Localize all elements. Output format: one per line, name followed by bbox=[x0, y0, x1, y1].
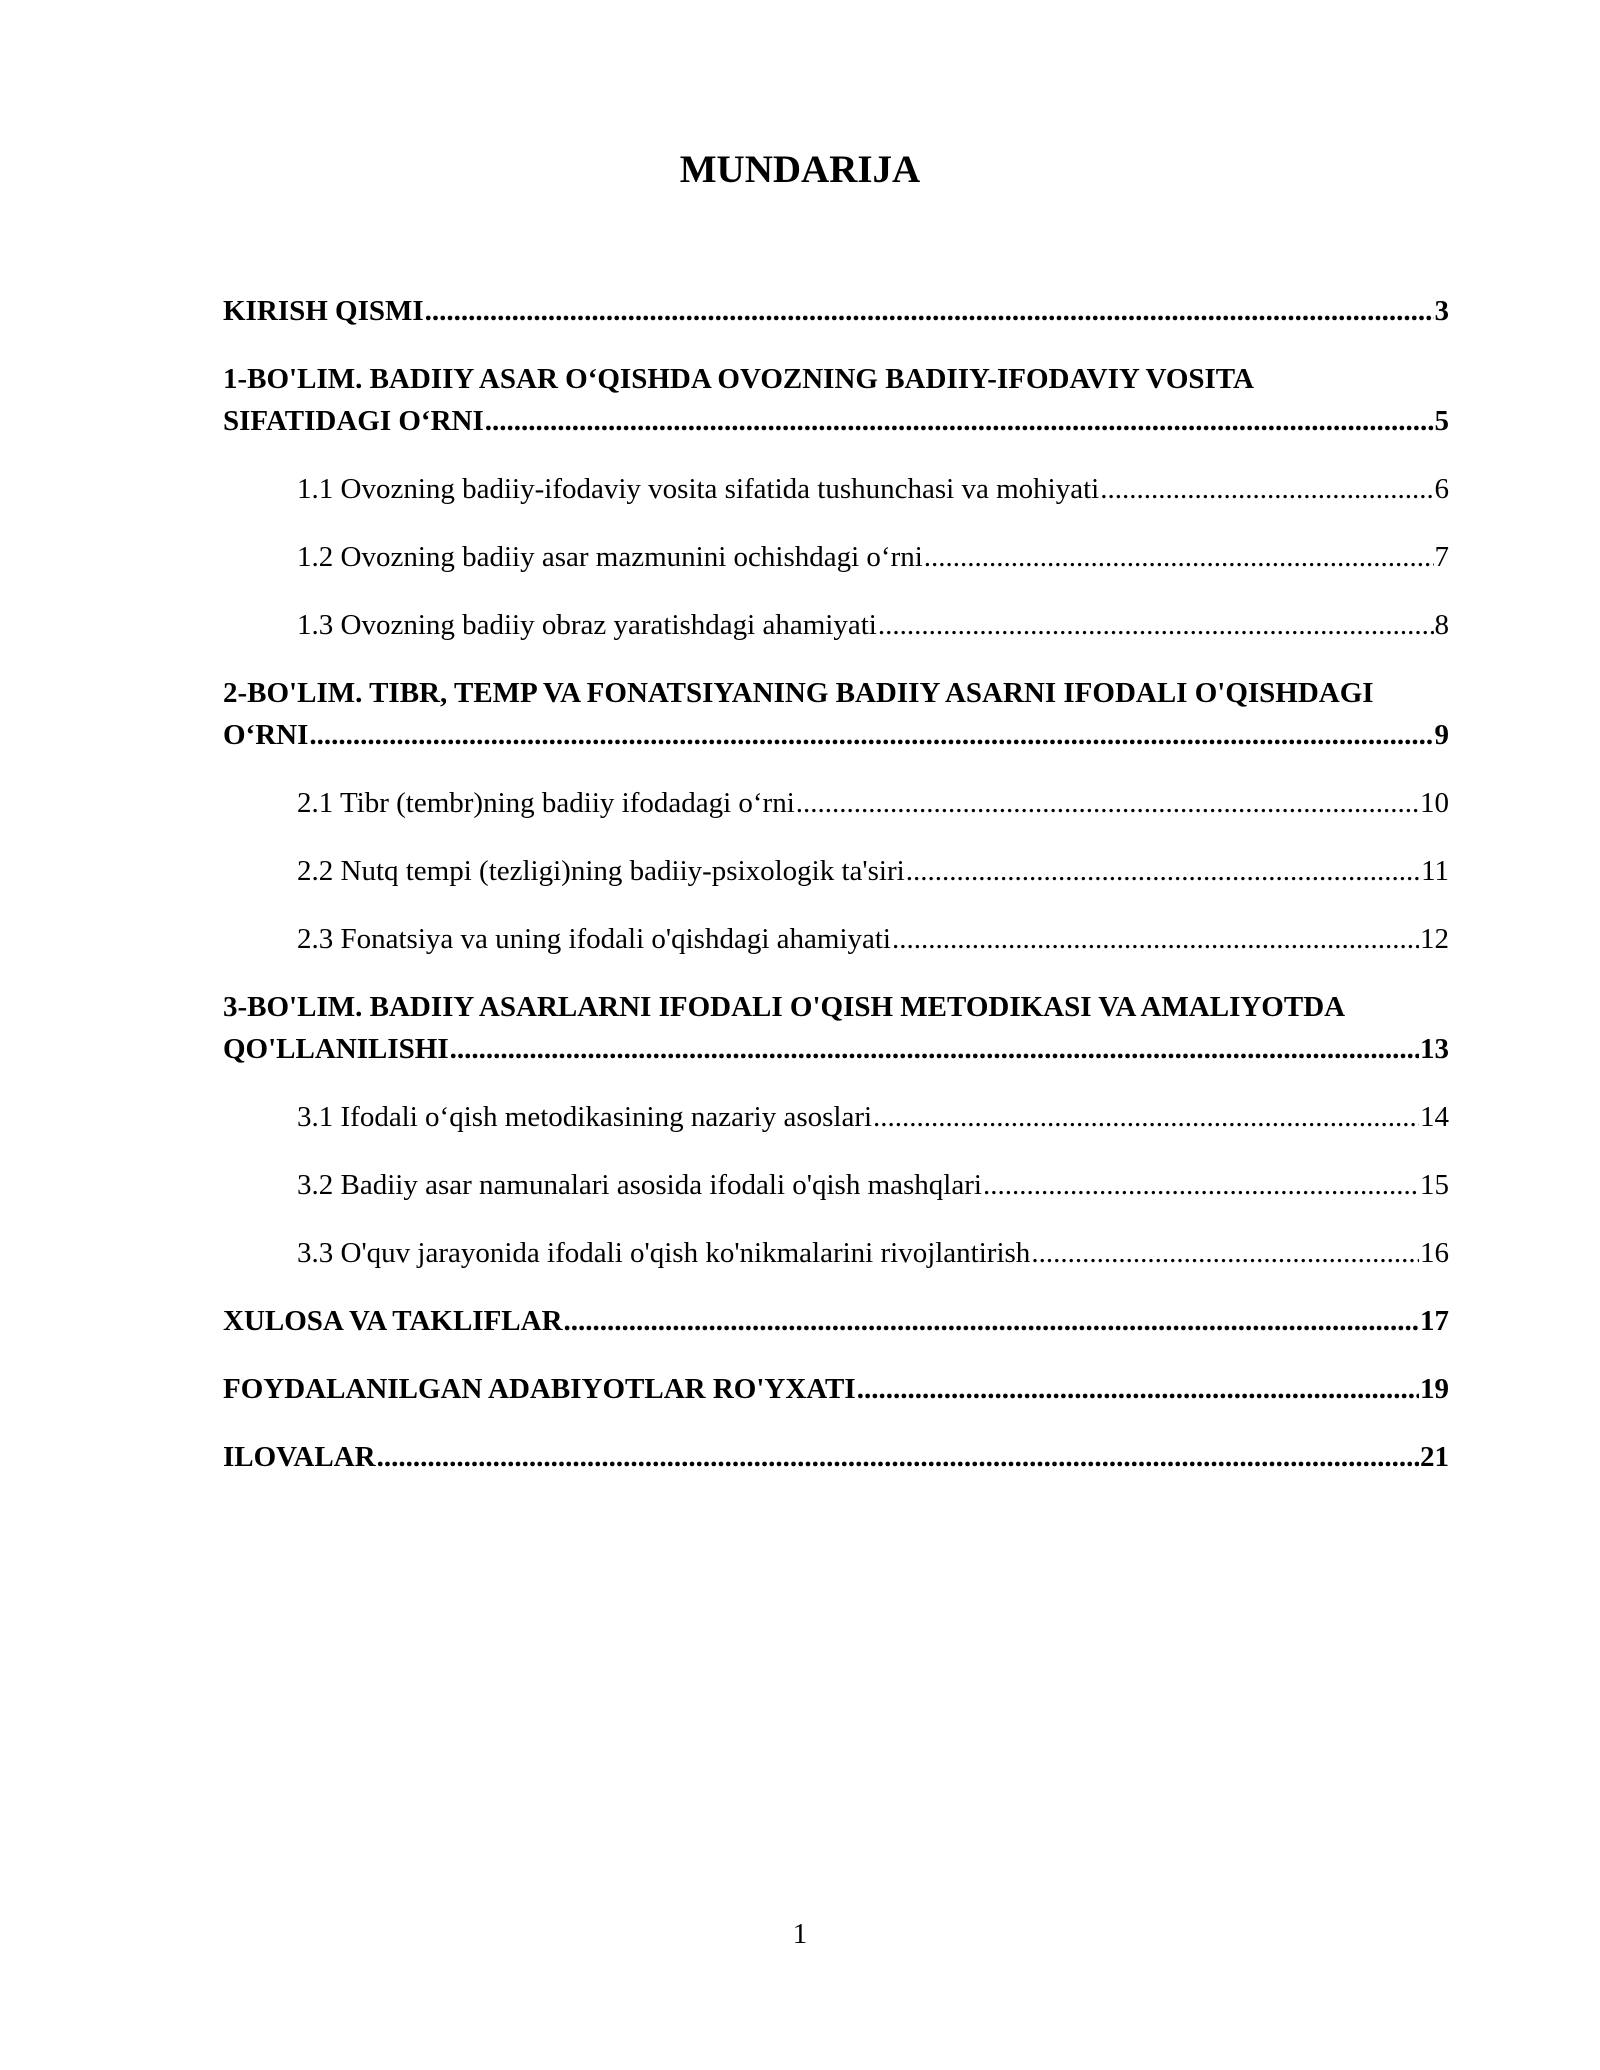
toc-entry-section-2-2[interactable] bbox=[297, 850, 1449, 892]
dot-leader bbox=[564, 1300, 1419, 1342]
toc-entry-label: 1.2 Ovozning badiiy asar mazmunini ochishdagi o‘rni bbox=[297, 541, 923, 573]
toc-entry-label-line-1: 1-BO'LIM. BADIIY ASAR O‘QISHDA OVOZNING BADIIY-IFODAVIY VOSITA bbox=[223, 363, 1254, 395]
toc-entry-label: 2.3 Fonatsiya va uning ifodali o'qishdagi ahamiyati bbox=[297, 923, 891, 955]
toc-entry-section-3-3[interactable] bbox=[297, 1232, 1449, 1274]
toc-entry-label: KIRISH QISMI bbox=[223, 295, 424, 327]
toc-entry-section-1-2[interactable] bbox=[297, 536, 1449, 578]
toc-entry-label: FOYDALANILGAN ADABIYOTLAR RO'YXATI bbox=[223, 1373, 856, 1405]
toc-entry-label: 2.2 Nutq tempi (tezligi)ning badiiy-psixologik ta'siri bbox=[297, 855, 905, 887]
dot-leader bbox=[309, 714, 1433, 756]
dot-leader bbox=[450, 1028, 1419, 1070]
toc-entry-section-1-1[interactable] bbox=[297, 468, 1449, 510]
toc-entry-label-line-1: 3-BO'LIM. BADIIY ASARLARNI IFODALI O'QISH METODIKASI VA AMALIYOTDA bbox=[223, 991, 1346, 1023]
dot-leader bbox=[892, 918, 1419, 960]
dot-leader bbox=[377, 1436, 1419, 1478]
dot-leader bbox=[857, 1368, 1419, 1410]
table-of-contents bbox=[223, 290, 1449, 1504]
dot-leader bbox=[873, 1096, 1419, 1138]
toc-entry-references[interactable] bbox=[223, 1368, 1449, 1410]
toc-entry-section-2-1[interactable] bbox=[297, 782, 1449, 824]
toc-entry-label: ILOVALAR bbox=[223, 1441, 376, 1473]
toc-entry-page-number: 13 bbox=[1420, 1033, 1449, 1065]
dot-leader bbox=[1100, 468, 1433, 510]
toc-entry-page-number: 14 bbox=[1420, 1101, 1449, 1133]
dot-leader bbox=[906, 850, 1420, 892]
toc-entry-label-line-2: SIFATIDAGI O‘RNI bbox=[223, 405, 484, 437]
toc-entry-page-number: 9 bbox=[1434, 719, 1449, 751]
toc-entry-page-number: 12 bbox=[1420, 923, 1449, 955]
toc-entry-page-number: 17 bbox=[1420, 1305, 1449, 1337]
toc-entry-label-line-1: 2-BO'LIM. TIBR, TEMP VA FONATSIYANING BADIIY ASARNI IFODALI O'QISHDAGI bbox=[223, 677, 1374, 709]
toc-entry-chapter-2[interactable] bbox=[223, 672, 1449, 756]
toc-entry-label: 1.3 Ovozning badiiy obraz yaratishdagi ahamiyati bbox=[297, 609, 877, 641]
toc-entry-label-line-2: O‘RNI bbox=[223, 719, 309, 751]
toc-entry-label: XULOSA VA TAKLIFLAR bbox=[223, 1305, 563, 1337]
toc-entry-page-number: 10 bbox=[1420, 787, 1449, 819]
toc-entry-page-number: 16 bbox=[1420, 1237, 1449, 1269]
toc-entry-conclusion[interactable] bbox=[223, 1300, 1449, 1342]
toc-entry-section-3-1[interactable] bbox=[297, 1096, 1449, 1138]
dot-leader bbox=[983, 1164, 1419, 1206]
toc-entry-chapter-1[interactable] bbox=[223, 358, 1449, 442]
dot-leader bbox=[878, 604, 1434, 646]
toc-entry-page-number: 7 bbox=[1434, 541, 1449, 573]
toc-entry-page-number: 5 bbox=[1434, 405, 1449, 437]
toc-entry-page-number: 21 bbox=[1420, 1441, 1449, 1473]
toc-entry-page-number: 3 bbox=[1434, 295, 1449, 327]
toc-entry-introduction[interactable] bbox=[223, 290, 1449, 332]
toc-entry-label: 3.1 Ifodali o‘qish metodikasining nazariy asoslari bbox=[297, 1101, 873, 1133]
toc-entry-label-line-2: QO'LLANILISHI bbox=[223, 1033, 449, 1065]
dot-leader bbox=[924, 536, 1434, 578]
toc-entry-page-number: 6 bbox=[1434, 473, 1449, 505]
toc-entry-section-1-3[interactable] bbox=[297, 604, 1449, 646]
toc-entry-chapter-3[interactable] bbox=[223, 986, 1449, 1070]
toc-entry-page-number: 15 bbox=[1420, 1169, 1449, 1201]
toc-entry-label: 3.2 Badiiy asar namunalari asosida ifodali o'qish mashqlari bbox=[297, 1169, 982, 1201]
dot-leader bbox=[485, 400, 1434, 442]
toc-entry-page-number: 19 bbox=[1420, 1373, 1449, 1405]
dot-leader bbox=[1031, 1232, 1419, 1274]
toc-entry-label: 2.1 Tibr (tembr)ning badiiy ifodadagi o‘rni bbox=[297, 787, 795, 819]
toc-entry-appendices[interactable] bbox=[223, 1436, 1449, 1478]
toc-entry-section-3-2[interactable] bbox=[297, 1164, 1449, 1206]
toc-entry-label: 1.1 Ovozning badiiy-ifodaviy vosita sifatida tushunchasi va mohiyati bbox=[297, 473, 1100, 505]
toc-entry-page-number: 11 bbox=[1421, 855, 1449, 887]
toc-entry-page-number: 8 bbox=[1434, 609, 1449, 641]
toc-entry-section-2-3[interactable] bbox=[297, 918, 1449, 960]
page-number: 1 bbox=[792, 1918, 808, 1950]
dot-leader bbox=[425, 290, 1434, 332]
dot-leader bbox=[796, 782, 1419, 824]
toc-entry-label: 3.3 O'quv jarayonida ifodali o'qish ko'nikmalarini rivojlantirish bbox=[297, 1237, 1031, 1269]
page-title: MUNDARIJA bbox=[679, 148, 921, 191]
